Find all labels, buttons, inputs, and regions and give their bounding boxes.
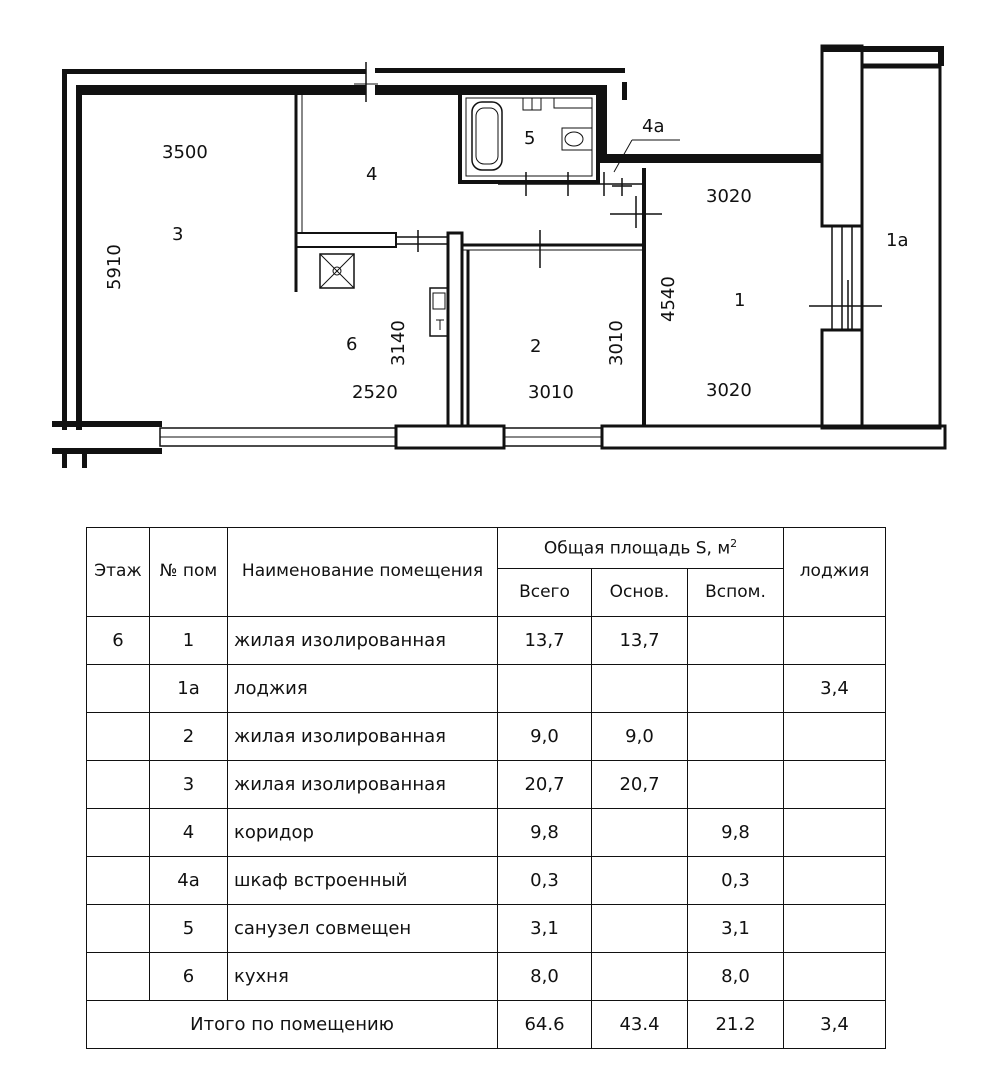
toilet	[562, 128, 592, 150]
wall-left-outer	[62, 85, 67, 430]
built-in-cabinet	[296, 233, 396, 247]
cell-main: 9,0	[592, 713, 688, 761]
cell-main	[592, 905, 688, 953]
table-row	[87, 713, 886, 761]
floor-plan	[0, 0, 1000, 480]
dim-room1-length: 4540	[658, 276, 679, 322]
wall-top-upper	[375, 68, 625, 73]
cell-room-no: 3	[150, 761, 228, 809]
dim-room6-width: 2520	[352, 382, 398, 403]
header-room-no: № пом	[150, 528, 228, 617]
cell-aux: 9,8	[688, 809, 784, 857]
cell-loggia	[784, 761, 886, 809]
cell-aux: 3,1	[688, 905, 784, 953]
cell-main	[592, 953, 688, 1001]
area-table	[86, 527, 886, 1049]
room-label-5: 5	[524, 128, 536, 149]
cell-room-no: 1	[150, 617, 228, 665]
header-loggia: лоджия	[784, 528, 886, 617]
header-main: Основ.	[592, 569, 688, 617]
dim-room2-length: 3010	[606, 320, 627, 366]
wall-loggia-outer	[938, 46, 944, 66]
table-row	[87, 905, 886, 953]
room-label-3: 3	[172, 224, 184, 245]
summary-label: Итого по помещению	[87, 1001, 498, 1049]
header-aux: Вспом.	[688, 569, 784, 617]
table-row	[87, 809, 886, 857]
cell-floor	[87, 953, 150, 1001]
cell-total: 13,7	[498, 617, 592, 665]
cell-room-no: 6	[150, 953, 228, 1001]
summary-main: 43.4	[592, 1001, 688, 1049]
cell-floor	[87, 665, 150, 713]
cell-room-no: 2	[150, 713, 228, 761]
room-label-4a: 4а	[642, 116, 665, 137]
wall-room1-top	[598, 154, 822, 163]
cell-room-name: жилая изолированная	[228, 617, 498, 665]
cell-floor	[87, 905, 150, 953]
room-label-4: 4	[366, 164, 378, 185]
cell-room-no: 4а	[150, 857, 228, 905]
dim-room1-bottom: 3020	[706, 380, 752, 401]
table-header-row	[87, 528, 886, 569]
wall-upper-step	[622, 82, 627, 100]
table-row	[87, 617, 886, 665]
cell-main	[592, 809, 688, 857]
cell-room-no: 1а	[150, 665, 228, 713]
cell-total: 9,0	[498, 713, 592, 761]
cell-room-name: жилая изолированная	[228, 713, 498, 761]
cell-total: 3,1	[498, 905, 592, 953]
cell-aux: 0,3	[688, 857, 784, 905]
dim-room3-length: 5910	[104, 244, 125, 290]
cell-floor	[87, 761, 150, 809]
summary-aux: 21.2	[688, 1001, 784, 1049]
cell-room-name: шкаф встроенный	[228, 857, 498, 905]
cell-floor	[87, 713, 150, 761]
cell-loggia	[784, 617, 886, 665]
cell-total: 9,8	[498, 809, 592, 857]
cell-loggia	[784, 905, 886, 953]
cell-total: 20,7	[498, 761, 592, 809]
cell-total	[498, 665, 592, 713]
column-lower	[822, 330, 862, 428]
table-row	[87, 761, 886, 809]
cell-aux	[688, 713, 784, 761]
summary-total: 64.6	[498, 1001, 592, 1049]
wall-bottom-left	[52, 421, 162, 427]
room-label-1: 1	[734, 290, 746, 311]
cell-room-no: 5	[150, 905, 228, 953]
table-row	[87, 665, 886, 713]
cell-loggia	[784, 809, 886, 857]
dim-room6-length: 3140	[388, 320, 409, 366]
table-summary-row	[87, 1001, 886, 1049]
cell-main	[592, 857, 688, 905]
table-row	[87, 953, 886, 1001]
cell-room-name: кухня	[228, 953, 498, 1001]
cell-aux	[688, 617, 784, 665]
wall-top	[62, 69, 366, 74]
wall-bottom-stub2	[82, 454, 87, 468]
wall-top-inner	[76, 85, 366, 95]
cell-loggia	[784, 857, 886, 905]
dim-room2-width: 3010	[528, 382, 574, 403]
wall-bottom-left2	[52, 448, 162, 454]
cell-loggia	[784, 953, 886, 1001]
cell-room-no: 4	[150, 809, 228, 857]
header-area-unit-sup: 2	[730, 536, 738, 550]
cell-room-name: санузел совмещен	[228, 905, 498, 953]
column-upper	[822, 46, 862, 226]
cell-aux	[688, 665, 784, 713]
room-label-1a: 1а	[886, 230, 909, 251]
header-total: Всего	[498, 569, 592, 617]
wall-bottom-stub	[62, 454, 67, 468]
cell-room-name: жилая изолированная	[228, 761, 498, 809]
table-row	[87, 857, 886, 905]
cell-room-name: коридор	[228, 809, 498, 857]
header-area-group	[498, 528, 784, 569]
cell-floor: 6	[87, 617, 150, 665]
pier-1	[396, 426, 504, 448]
room-label-2: 2	[530, 336, 542, 357]
cell-main: 20,7	[592, 761, 688, 809]
dim-room3-width: 3500	[162, 142, 208, 163]
summary-loggia: 3,4	[784, 1001, 886, 1049]
header-room-name: Наименование помещения	[228, 528, 498, 617]
cell-aux: 8,0	[688, 953, 784, 1001]
dim-room1-top: 3020	[706, 186, 752, 207]
cell-floor	[87, 857, 150, 905]
cell-room-name: лоджия	[228, 665, 498, 713]
wall-room6-right	[448, 233, 462, 426]
cell-floor	[87, 809, 150, 857]
cell-aux	[688, 761, 784, 809]
cell-loggia	[784, 713, 886, 761]
wall-room1-left	[642, 168, 646, 426]
header-floor: Этаж	[87, 528, 150, 617]
cell-total: 0,3	[498, 857, 592, 905]
cell-main: 13,7	[592, 617, 688, 665]
cell-total: 8,0	[498, 953, 592, 1001]
wall-left	[76, 85, 82, 430]
cell-loggia: 3,4	[784, 665, 886, 713]
cell-main	[592, 665, 688, 713]
header-area-text: Общая площадь S, м	[543, 538, 731, 559]
room-label-6: 6	[346, 334, 358, 355]
